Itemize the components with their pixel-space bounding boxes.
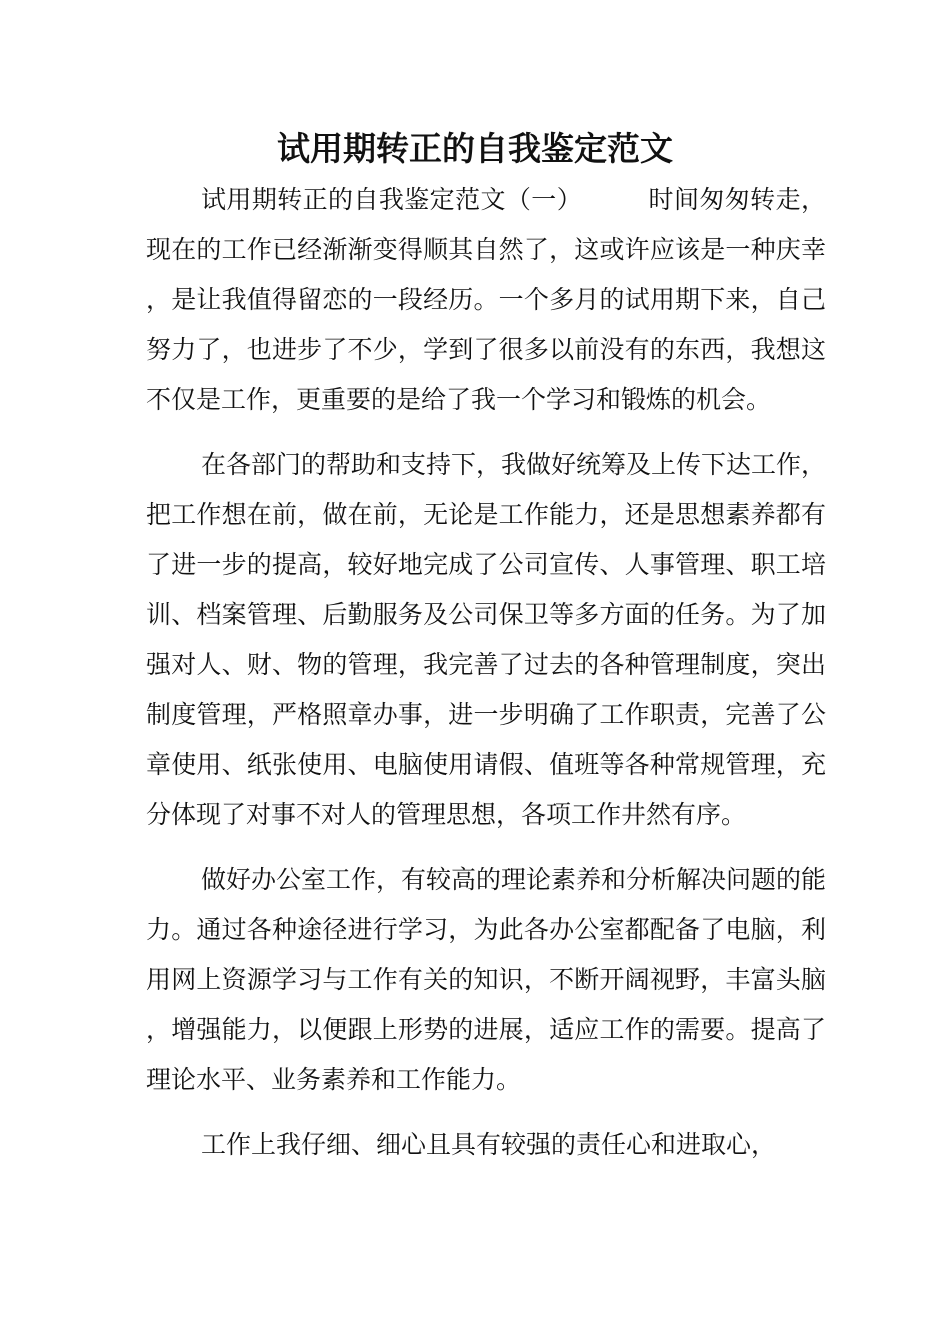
paragraph-2: 在各部门的帮助和支持下，我做好统筹及上传下达工作，把工作想在前，做在前，无论是工作能力，还是思想素养都有了进一步的提高，较好地完成了公司宣传、人事管理、职工培训、档案管理、后勤服务及公司保卫等多方面的任务。为了加强对人、财、物的管理，我完善了过去的各种管理制度，突出制度管理，严格照章办事，进一步明确了工作职责，完善了公章使用、纸张使用、电脑使用请假、值班等各种常规管理，充分体现了对事不对人的管理思想，各项工作井然有序。	[146, 450, 827, 829]
section-heading: 试用期转正的自我鉴定范文（一）	[201, 185, 583, 214]
document-body	[146, 175, 826, 1185]
paragraph-1	[146, 175, 826, 425]
paragraph-1-text: 时间匆匆转走，现在的工作已经渐渐变得顺其自然了，这或许应该是一种庆幸，是让我值得留恋的一段经历。一个多月的试用期下来，自己努力了，也进步了不少，学到了很多以前没有的东西，我想这不仅是工作，更重要的是给了我一个学习和锻炼的机会。	[146, 185, 826, 414]
paragraph-3: 做好办公室工作，有较高的理论素养和分析解决问题的能力。通过各种途径进行学习，为此各办公室都配备了电脑，利用网上资源学习与工作有关的知识，不断开阔视野，丰富头脑，增强能力，以便跟上形势的进展，适应工作的需要。提高了理论水平、业务素养和工作能力。	[146, 865, 827, 1094]
paragraph-4: 工作上我仔细、细心且具有较强的责任心和进取心，	[201, 1130, 777, 1159]
document-title: 试用期转正的自我鉴定范文	[277, 129, 673, 168]
